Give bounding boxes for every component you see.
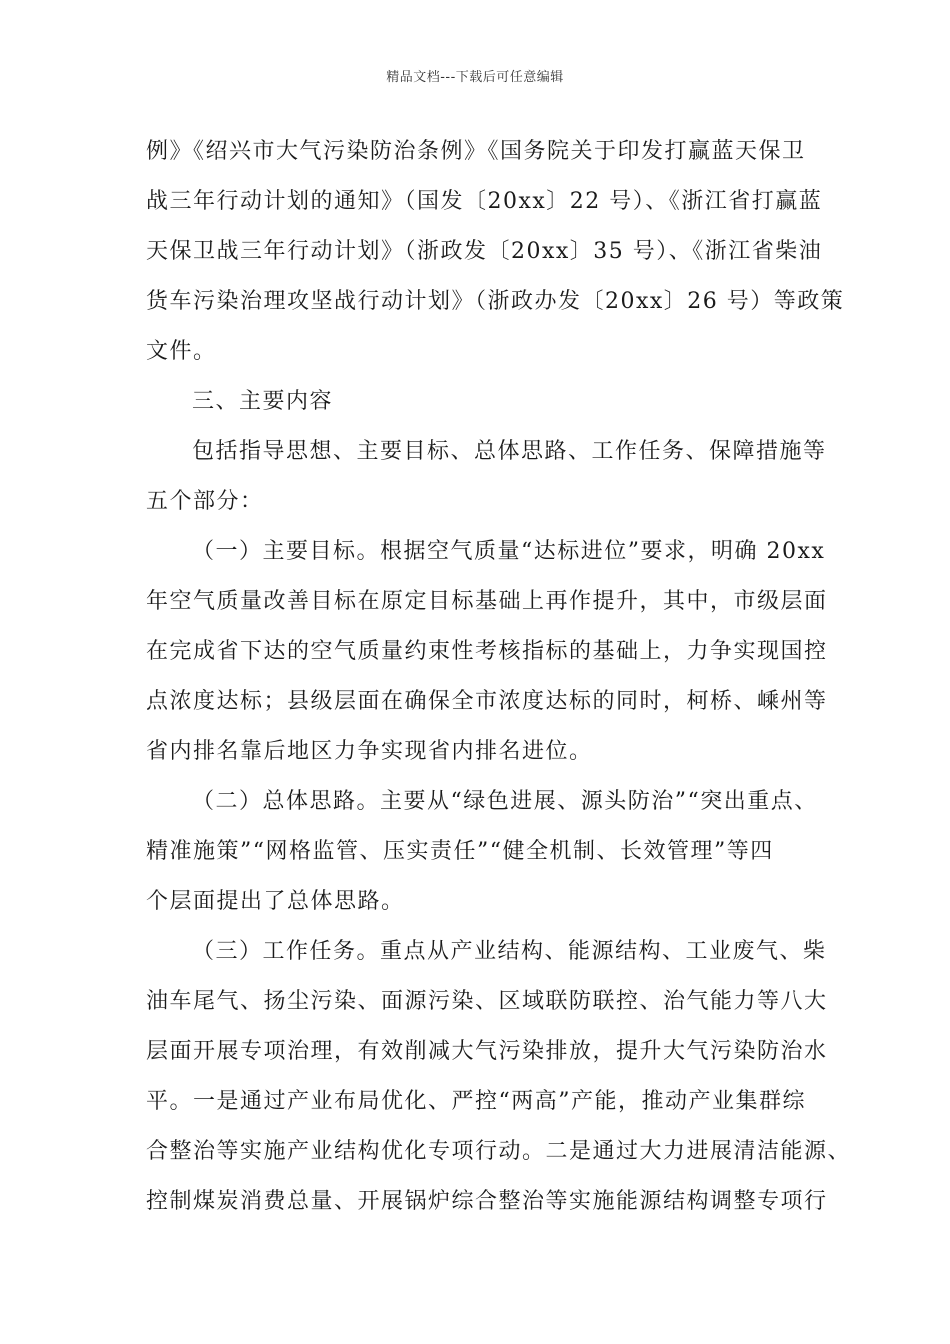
text-line: 天保卫战三年行动计划》（浙政发〔20xx〕35 号）、《浙江省柴油	[146, 239, 823, 264]
text-line: 省内排名靠后地区力争实现省内排名进位。	[146, 739, 593, 764]
text-line: 油车尾气、扬尘污染、面源污染、区域联防联控、治气能力等八大	[146, 989, 828, 1014]
text-line: 五个部分：	[146, 489, 264, 514]
page-header: 精品文档---下载后可任意编辑	[386, 70, 564, 85]
document-body	[146, 127, 852, 1227]
text-line: 精准施策”“网格监管、压实责任”“健全机制、长效管理”等四	[146, 839, 774, 864]
section-heading: 三、主要内容	[192, 389, 334, 414]
text-line: 文件。	[146, 339, 217, 364]
text-line: 年空气质量改善目标在原定目标基础上再作提升，其中，市级层面	[146, 589, 828, 614]
text-line: 控制煤炭消费总量、开展锅炉综合整治等实施能源结构调整专项行	[146, 1189, 828, 1214]
text-line: 平。一是通过产业布局优化、严控“两高”产能，推动产业集群综	[146, 1089, 806, 1114]
text-line: 包括指导思想、主要目标、总体思路、工作任务、保障措施等	[192, 439, 827, 464]
text-line: 点浓度达标；县级层面在确保全市浓度达标的同时，柯桥、嵊州等	[146, 689, 828, 714]
text-line: 战三年行动计划的通知》（国发〔20xx〕22 号）、《浙江省打赢蓝	[146, 189, 823, 214]
text-line: 合整治等实施产业结构优化专项行动。二是通过大力进展清洁能源、	[146, 1139, 852, 1164]
text-line: 货车污染治理攻坚战行动计划》（浙政办发〔20xx〕26 号）等政策	[146, 289, 845, 314]
text-line: （三）工作任务。重点从产业结构、能源结构、工业废气、柴	[192, 939, 827, 964]
text-line: 例》《绍兴市大气污染防治条例》《国务院关于印发打赢蓝天保卫	[146, 139, 806, 164]
text-line: （二）总体思路。主要从“绿色进展、源头防治”“突出重点、	[192, 789, 818, 814]
text-line: （一）主要目标。根据空气质量“达标进位”要求，明确 20xx	[192, 539, 826, 564]
text-line: 个层面提出了总体思路。	[146, 889, 405, 914]
text-line: 层面开展专项治理，有效削减大气污染排放，提升大气污染防治水	[146, 1039, 828, 1064]
text-line: 在完成省下达的空气质量约束性考核指标的基础上，力争实现国控	[146, 639, 828, 664]
